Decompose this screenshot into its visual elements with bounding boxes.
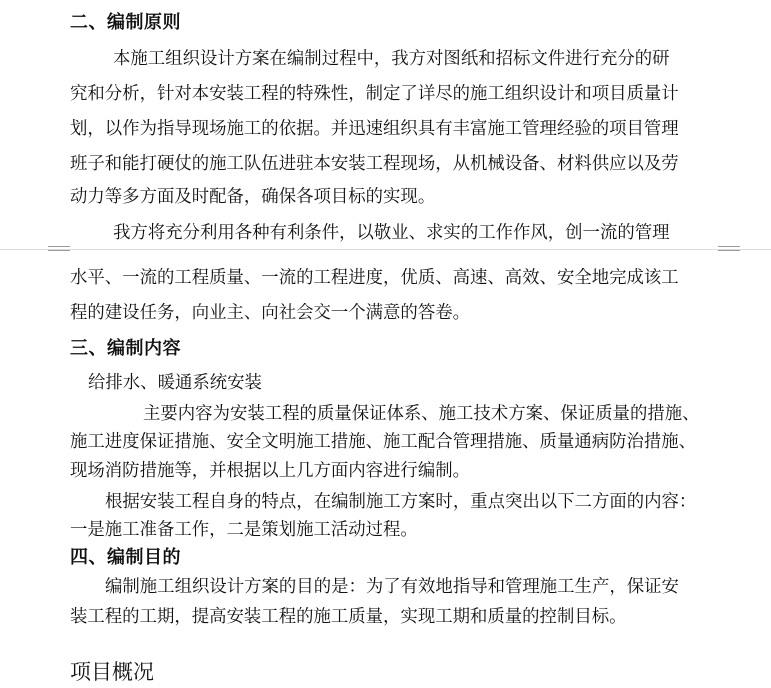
subheading: 给排水、暖通系统安装	[88, 373, 262, 393]
paragraph-line: 根据安装工程自身的特点，在编制施工方案时，重点突出以下二方面的内容：	[105, 492, 697, 512]
section-heading-principle: 二、编制原则	[70, 12, 181, 33]
paragraph-line: 动力等多方面及时配备，确保各项目标的实现。	[70, 187, 436, 207]
page-break-line	[0, 249, 771, 250]
paragraph-line: 本施工组织设计方案在编制过程中，我方对图纸和招标文件进行充分的研	[113, 49, 670, 69]
paragraph-line: 装工程的工期，提高安装工程的施工质量，实现工期和质量的控制目标。	[70, 607, 627, 627]
paragraph-line: 我方将充分利用各种有利条件，以敬业、求实的工作作风，创一流的管理	[113, 223, 670, 243]
paragraph-line: 划，以作为指导现场施工的依据。并迅速组织具有丰富施工管理经验的项目管理	[70, 119, 679, 139]
paragraph-line: 班子和能打硬仗的施工队伍进驻本安装工程现场，从机械设备、材料供应以及劳	[70, 154, 679, 174]
paragraph-line: 主要内容为安装工程的质量保证体系、施工技术方案、保证质量的措施、	[143, 404, 700, 424]
paragraph-line: 程的建设任务，向业主、向社会交一个满意的答卷。	[70, 303, 470, 323]
paragraph-line: 编制施工组织设计方案的目的是：为了有效地指导和管理施工生产，保证安	[105, 577, 679, 597]
paragraph-line: 究和分析，针对本安装工程的特殊性，制定了详尽的施工组织设计和项目质量计	[70, 84, 679, 104]
paragraph-line: 现场消防措施等，并根据以上几方面内容进行编制。	[70, 461, 470, 481]
paragraph-line: 一是施工准备工作，二是策划施工活动过程。	[70, 520, 418, 540]
section-heading-content: 三、编制内容	[70, 338, 181, 359]
page-break-marker-right	[718, 243, 740, 253]
section-heading-purpose: 四、编制目的	[70, 547, 181, 568]
paragraph-line: 施工进度保证措施、安全文明施工措施、施工配合管理措施、质量通病防治措施、	[70, 432, 697, 452]
section-heading-overview: 项目概况	[70, 660, 154, 684]
page-break-marker-left	[48, 243, 70, 253]
paragraph-line: 水平、一流的工程质量、一流的工程进度，优质、高速、高效、安全地完成该工	[70, 268, 679, 288]
